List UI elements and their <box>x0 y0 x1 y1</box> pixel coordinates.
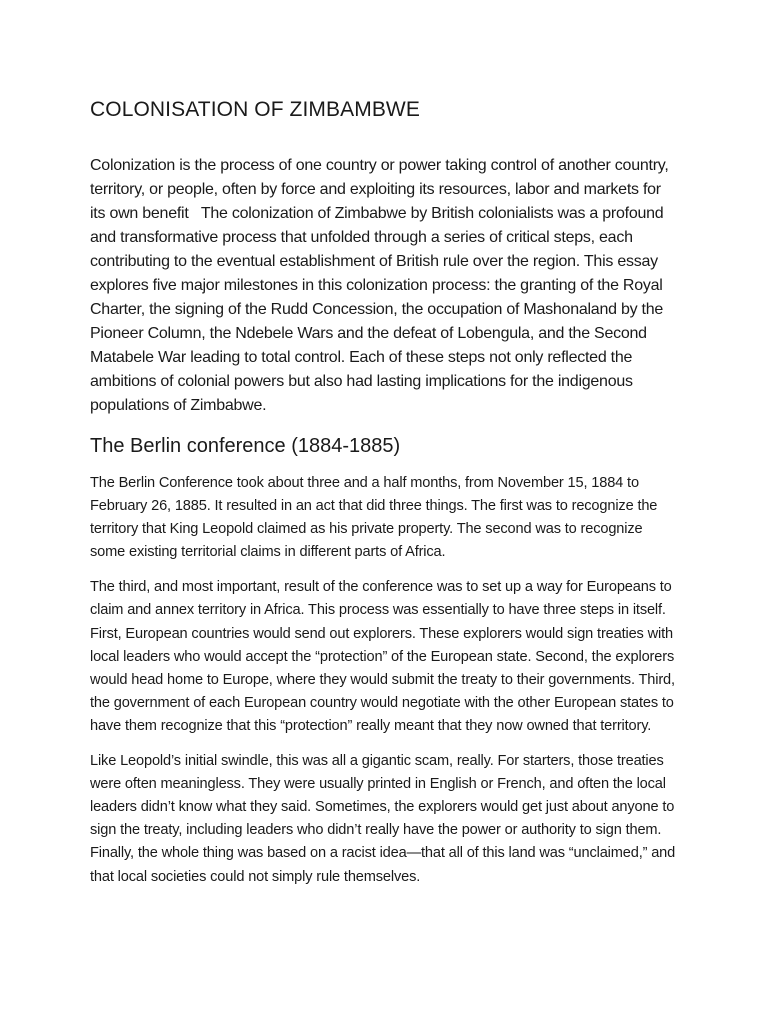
section-heading: The Berlin conference (1884-1885) <box>90 435 401 457</box>
body-paragraph-3: Like Leopold’s initial swindle, this was all a gigantic scam, really. For starters, those treaties were often meaningless. They were usually printed in English or French, and often the local leaders didn’t know what they said. Sometimes, the explorers would get just about anyone to sign the treaty, including leaders who didn’t really have the power or authority to sign them. Finally, the whole thing was based on a racist idea—that all of this land was “unclaimed,” and that local societies could not simply rule themselves. <box>90 753 676 885</box>
body-paragraph-1: The Berlin Conference took about three and a half months, from November 15, 1884 to February 26, 1885. It resulted in an act that did three things. The first was to recognize the territory that King Leopold claimed as his private property. The second was to recognize some existing territorial claims in different parts of Africa. <box>90 475 658 561</box>
document-title: COLONISATION OF ZIMBAMBWE <box>90 98 420 121</box>
body-paragraph-2: The third, and most important, result of the conference was to set up a way for Europeans to claim and annex territory in Africa. This process was essentially to have three steps in itself. First, European countries would send out explorers. These explorers would sign treaties with local leaders who would accept the “protection” of the European state. Second, the explorers would head home to Europe, where they would submit the treaty to their governments. Third, the government of each European country would negotiate with the other European states to have them recognize that this “protection” really meant that they now owned that territory. <box>90 579 675 734</box>
intro-paragraph: Colonization is the process of one country or power taking control of another country, territory, or people, often by force and exploiting its resources, labor and markets for its own benefit The colonization of Zimbabwe by British colonialists was a profound and transformative process that unfolded through a series of critical steps, each contributing to the eventual establishment of British rule over the region. This essay explores five major milestones in this colonization process: the granting of the Royal Charter, the signing of the Rudd Concession, the occupation of Mashonaland by the Pioneer Column, the Ndebele Wars and the defeat of Lobengula, and the Second Matabele War leading to total control. Each of these steps not only reflected the ambitions of colonial powers but also had lasting implications for the indigenous populations of Zimbabwe. <box>90 157 673 414</box>
document-body <box>90 96 680 889</box>
